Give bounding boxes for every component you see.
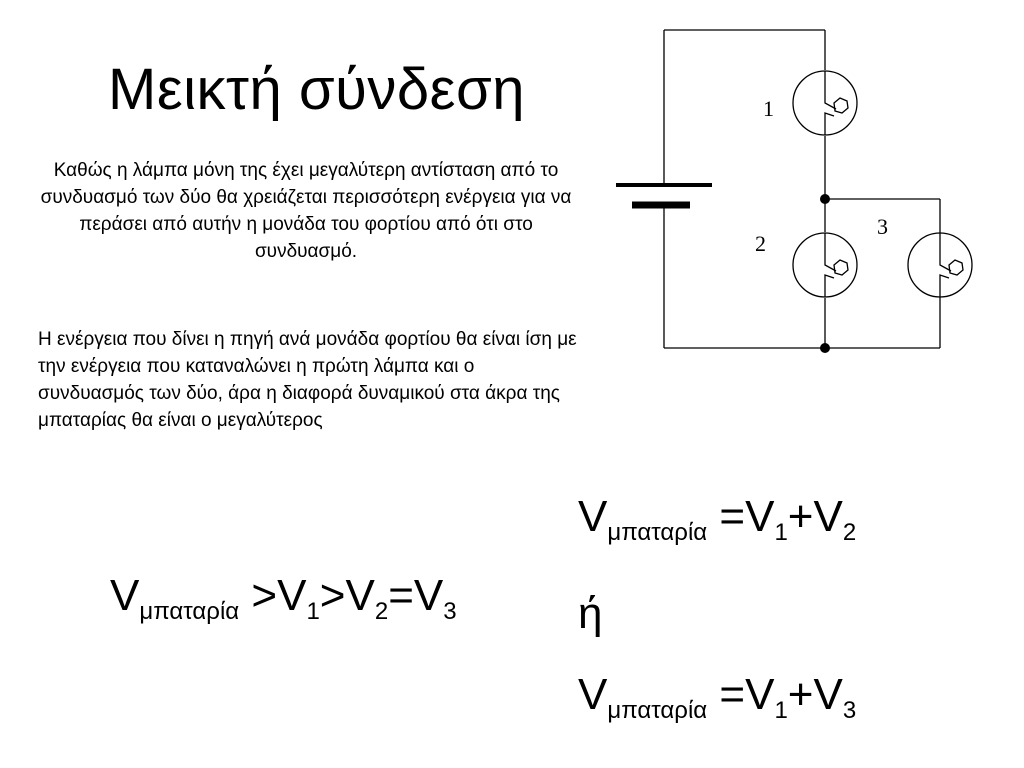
junction-dot bbox=[820, 343, 830, 353]
bulb-label-2: 2 bbox=[755, 231, 766, 256]
eq-operator: +V bbox=[787, 492, 843, 541]
eq-operator: =V bbox=[707, 670, 775, 719]
eq-subscript: 3 bbox=[443, 598, 457, 625]
eq-operator: =V bbox=[388, 571, 444, 620]
voltage-sum-equation-1 bbox=[578, 492, 857, 546]
eq-operator: +V bbox=[787, 670, 843, 719]
eq-battery-subscript: μπαταρία bbox=[139, 598, 240, 625]
eq-operator: >V bbox=[319, 571, 375, 620]
voltage-sum-equation-2 bbox=[578, 670, 857, 724]
bulb-icon bbox=[793, 233, 857, 297]
eq-subscript: 1 bbox=[774, 697, 788, 724]
eq-subscript: 2 bbox=[842, 519, 857, 546]
eq-v-symbol: V bbox=[578, 670, 608, 719]
explanation-paragraph-1: Καθώς η λάμπα μόνη της έχει μεγαλύτερη αντίσταση από το συνδυασμό των δύο θα χρειάζεται περισσότερη ενέργεια για να περάσει από αυτήν η μονάδα του φορτίου από ότι στο συνδυασμό. bbox=[40, 160, 572, 262]
eq-subscript: 1 bbox=[774, 519, 788, 546]
or-word: ή bbox=[578, 589, 603, 638]
voltage-inequality bbox=[110, 571, 457, 625]
eq-subscript: 1 bbox=[306, 598, 320, 625]
eq-operator: >V bbox=[239, 571, 307, 620]
eq-subscript: 2 bbox=[374, 598, 389, 625]
bulb-label-3: 3 bbox=[877, 214, 888, 239]
eq-v-symbol: V bbox=[110, 571, 140, 620]
bulb-icon bbox=[908, 233, 972, 297]
circuit-diagram bbox=[600, 20, 1000, 365]
explanation-paragraph-2: Η ενέργεια που δίνει η πηγή ανά μονάδα φορτίου θα είναι ίση με την ενέργεια που καταναλώνει η πρώτη λάμπα και ο συνδυασμός των δύο, άρα η διαφορά δυναμικού στα άκρα της μπαταρίας θα είναι ο μεγαλύτερος bbox=[38, 329, 577, 431]
eq-operator: =V bbox=[707, 492, 775, 541]
eq-v-symbol: V bbox=[578, 492, 608, 541]
junction-dot bbox=[820, 194, 830, 204]
eq-subscript: 3 bbox=[842, 697, 857, 724]
eq-battery-subscript: μπαταρία bbox=[607, 519, 708, 546]
bulb-icon bbox=[793, 71, 857, 135]
slide-title: Μεικτή σύνδεση bbox=[108, 57, 526, 122]
bulb-label-1: 1 bbox=[763, 96, 774, 121]
eq-battery-subscript: μπαταρία bbox=[607, 697, 708, 724]
